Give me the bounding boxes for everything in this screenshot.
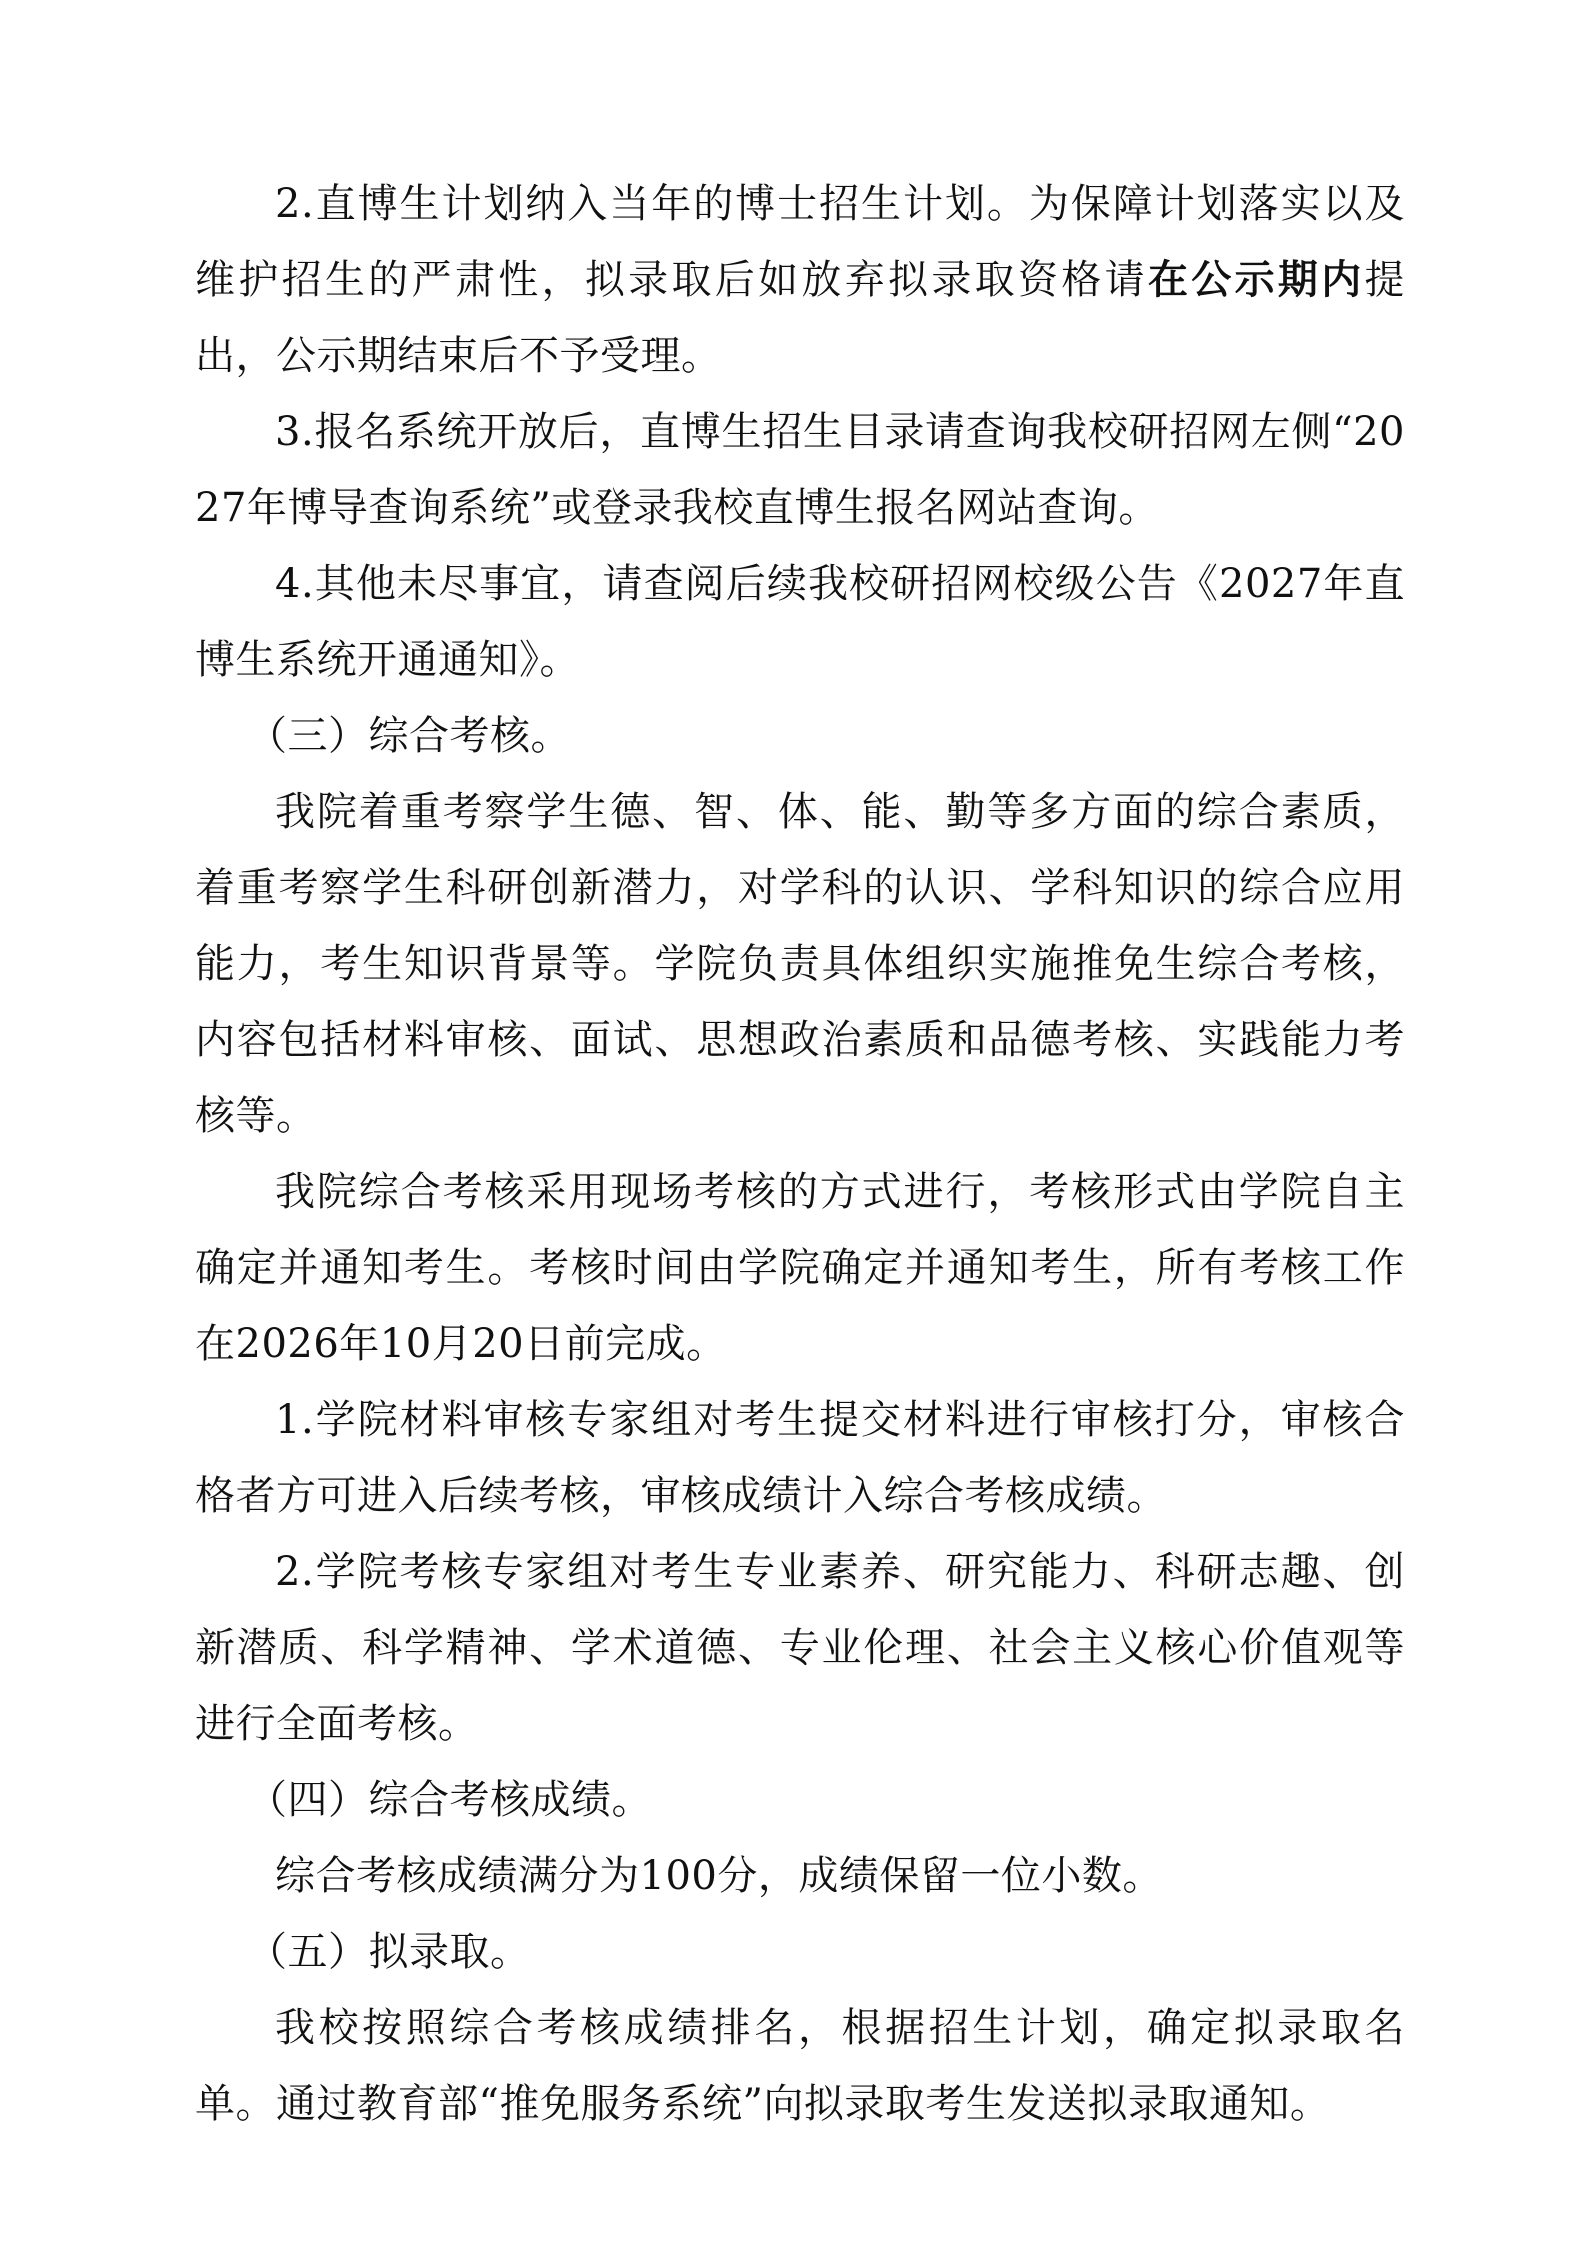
document-page xyxy=(195,166,1405,2142)
paragraph-text: 2.直博生计划纳入当年的博士招生计划。为保障计划落实以及维护招生的严肃性，拟录取后如放弃拟录取资格请 xyxy=(195,181,1405,303)
paragraph-other-matters: 4.其他未尽事宜，请查阅后续我校研招网校级公告《2027年直博生系统开通通知》。 xyxy=(195,561,1405,683)
paragraph-material-review: 1.学院材料审核专家组对考生提交材料进行审核打分，审核合格者方可进入后续考核，审核成绩计入综合考核成绩。 xyxy=(195,1397,1405,1519)
section-heading-admission: （五）拟录取。 xyxy=(247,1929,531,1975)
paragraph-text: 提出，公示期结束后不予受理。 xyxy=(195,257,1406,379)
paragraph-expert-assessment: 2.学院考核专家组对考生专业素养、研究能力、科研志趣、创新潜质、科学精神、学术道德、专业伦理、社会主义核心价值观等进行全面考核。 xyxy=(195,1549,1405,1747)
section-heading-comprehensive-assessment: （三）综合考核。 xyxy=(247,713,571,759)
paragraph-direct-phd-plan xyxy=(195,166,1405,394)
paragraph-admission-list: 我校按照综合考核成绩排名，根据招生计划，确定拟录取名单。通过教育部“推免服务系统”向拟录取考生发送拟录取通知。 xyxy=(195,2005,1405,2127)
paragraph-assessment-focus: 我院着重考察学生德、智、体、能、勤等多方面的综合素质，着重考察学生科研创新潜力，对学科的认识、学科知识的综合应用能力，考生知识背景等。学院负责具体组织实施推免生综合考核，内容包括材料审核、面试、思想政治素质和品德考核、实践能力考核等。 xyxy=(195,789,1405,1139)
paragraph-registration-system: 3.报名系统开放后，直博生招生目录请查询我校研招网左侧“2027年博导查询系统”或登录我校直博生报名网站查询。 xyxy=(195,409,1405,531)
bold-emphasis: 在公示期内 xyxy=(1147,257,1365,303)
paragraph-assessment-method: 我院综合考核采用现场考核的方式进行，考核形式由学院自主确定并通知考生。考核时间由学院确定并通知考生，所有考核工作在2026年10月20日前完成。 xyxy=(195,1169,1405,1367)
paragraph-score-rule: 综合考核成绩满分为100分，成绩保留一位小数。 xyxy=(275,1853,1163,1899)
section-heading-assessment-score: （四）综合考核成绩。 xyxy=(247,1777,652,1823)
